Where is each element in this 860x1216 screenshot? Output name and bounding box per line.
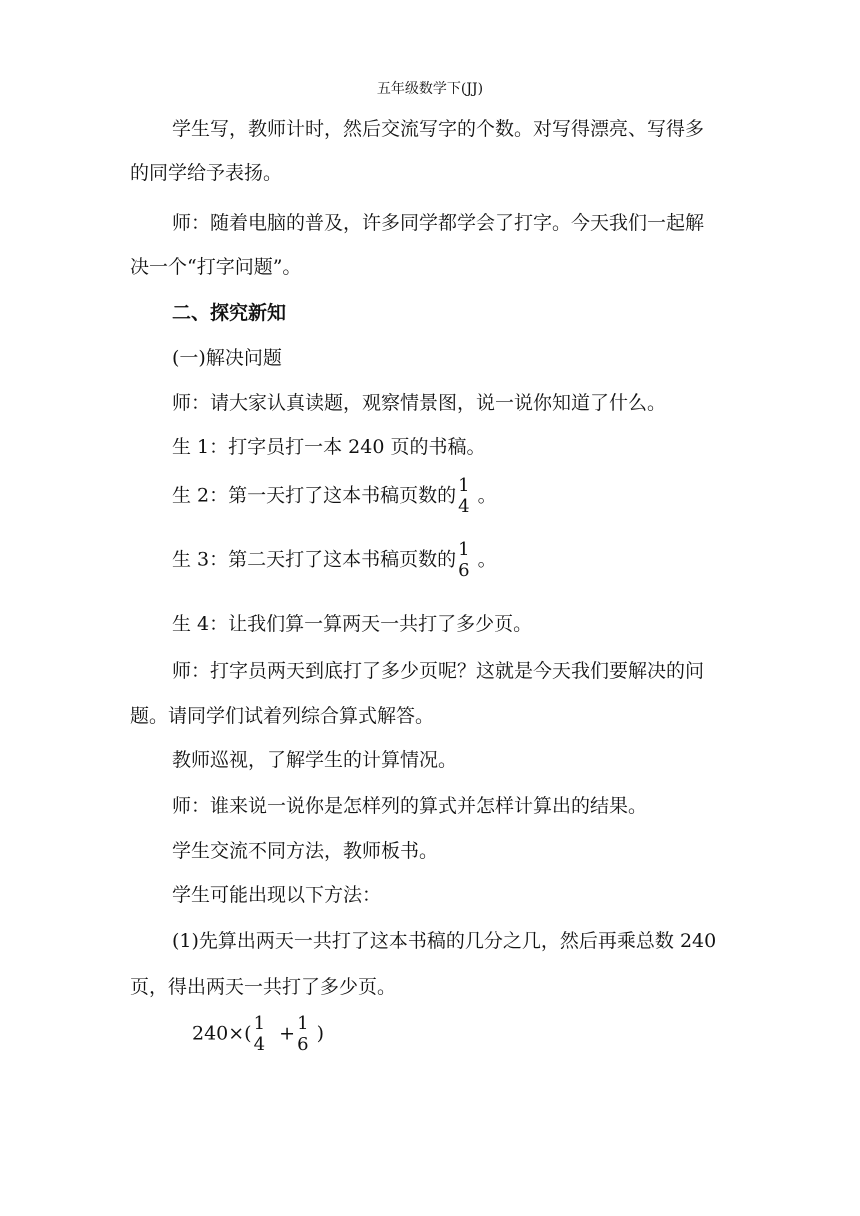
fraction-denominator: 6 bbox=[297, 1033, 309, 1055]
paragraph-1-line-1: 学生写，教师计时，然后交流写字的个数。对写得漂亮、写得多 bbox=[172, 118, 705, 140]
method-1-line-1: (1)先算出两天一共打了这本书稿的几分之几，然后再乘总数 240 bbox=[172, 930, 717, 952]
teacher-question-2-line-1: 师：打字员两天到底打了多少页呢？这就是今天我们要解决的问 bbox=[172, 660, 705, 682]
fraction-one-sixth bbox=[458, 540, 469, 581]
student-answer-2-end: 。 bbox=[477, 484, 497, 507]
formula bbox=[192, 1014, 324, 1055]
fraction-numerator: 1 bbox=[458, 475, 470, 496]
student-answer-4: 生 4：让我们算一算两天一共打了多少页。 bbox=[172, 613, 533, 635]
student-answer-1: 生 1：打字员打一本 240 页的书稿。 bbox=[172, 436, 486, 458]
page-header: 五年级数学下(JJ) bbox=[376, 81, 484, 97]
teacher-question-1: 师：请大家认真读题，观察情景图，说一说你知道了什么。 bbox=[172, 392, 667, 414]
paragraph-1-line-2: 的同学给予表扬。 bbox=[130, 162, 283, 184]
fraction-numerator: 1 bbox=[253, 1013, 266, 1034]
teacher-question-2-line-2: 题。请同学们试着列综合算式解答。 bbox=[130, 705, 435, 727]
teacher-action-3: 学生可能出现以下方法： bbox=[172, 884, 382, 906]
formula-plus: + bbox=[279, 1022, 296, 1045]
fraction-numerator: 1 bbox=[297, 1013, 309, 1034]
formula-fraction-1 bbox=[254, 1014, 265, 1055]
student-answer-2-text: 生 2：第一天打了这本书稿页数的 bbox=[172, 484, 457, 507]
student-answer-3 bbox=[172, 540, 497, 581]
student-answer-2 bbox=[172, 476, 497, 517]
teacher-action-1: 教师巡视，了解学生的计算情况。 bbox=[172, 749, 458, 771]
formula-fraction-2 bbox=[297, 1014, 308, 1055]
student-answer-3-text: 生 3：第二天打了这本书稿页数的 bbox=[172, 548, 457, 571]
paragraph-2-line-2: 决一个“打字问题”。 bbox=[130, 256, 302, 278]
fraction-denominator: 4 bbox=[458, 495, 470, 517]
formula-prefix: 240×( bbox=[192, 1022, 252, 1045]
teacher-action-2: 学生交流不同方法，教师板书。 bbox=[172, 840, 439, 862]
fraction-denominator: 4 bbox=[253, 1033, 266, 1055]
paragraph-2-line-1: 师：随着电脑的普及，许多同学都学会了打字。今天我们一起解 bbox=[172, 212, 705, 234]
fraction-denominator: 6 bbox=[458, 559, 470, 581]
subsection-heading: (一)解决问题 bbox=[172, 347, 282, 369]
method-1-line-2: 页，得出两天一共打了多少页。 bbox=[130, 976, 397, 998]
teacher-question-3: 师：谁来说一说你是怎样列的算式并怎样计算出的结果。 bbox=[172, 795, 648, 817]
fraction-numerator: 1 bbox=[458, 539, 470, 560]
section-heading: 二、探究新知 bbox=[172, 302, 287, 324]
fraction-one-quarter bbox=[458, 476, 469, 517]
student-answer-3-end: 。 bbox=[477, 548, 497, 571]
formula-suffix: ) bbox=[316, 1022, 324, 1045]
